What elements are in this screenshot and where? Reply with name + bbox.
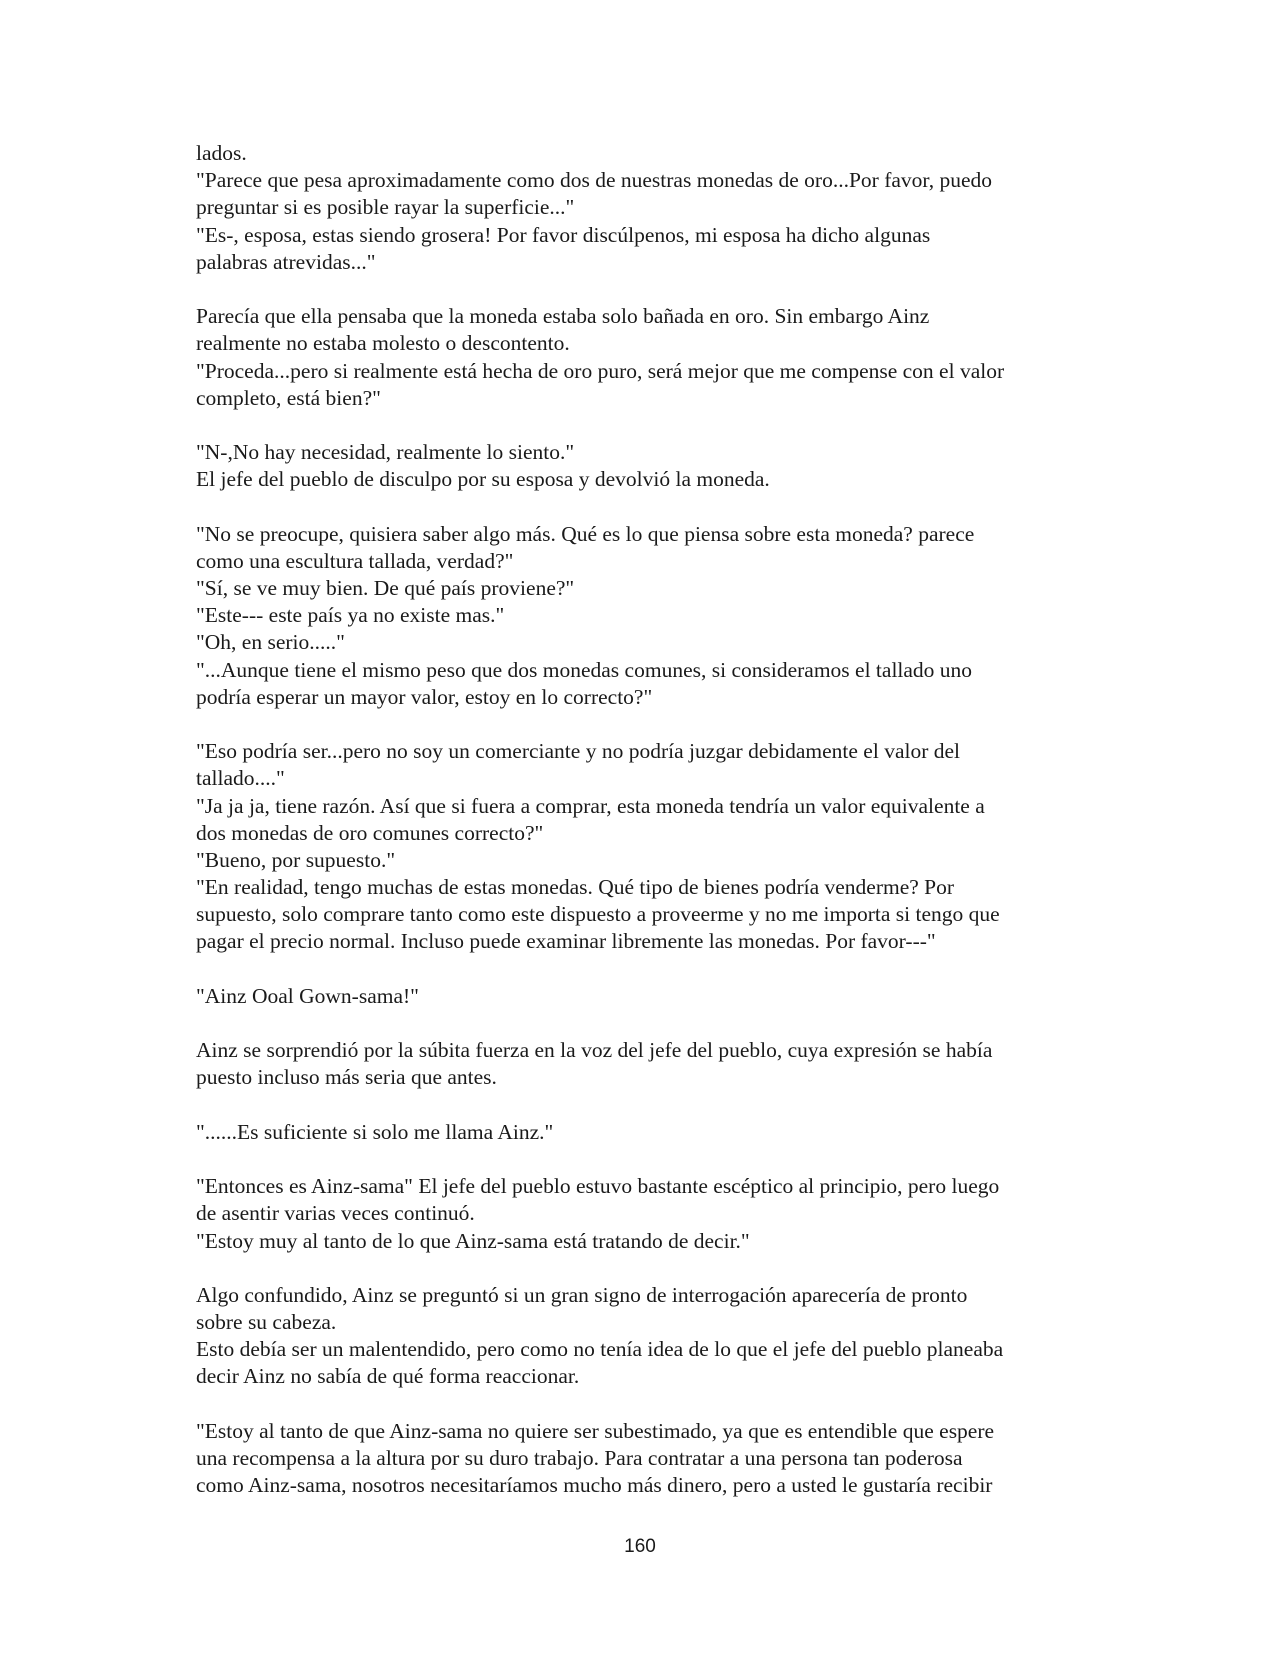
text-line: "Proceda...pero si realmente está hecha de oro puro, será mejor que me compense con el valor xyxy=(196,358,1005,383)
text-line: dos monedas de oro comunes correcto?" xyxy=(196,820,544,845)
text-line: "No se preocupe, quisiera saber algo más. Qué es lo que piensa sobre esta moneda? parece xyxy=(196,521,975,546)
paragraph-gap xyxy=(196,1146,1096,1173)
text-line: "Estoy al tanto de que Ainz-sama no quiere ser subestimado, ya que es entendible que espere xyxy=(196,1418,995,1443)
page-number: 160 xyxy=(624,1536,656,1557)
text-line: "Sí, se ve muy bien. De qué país proviene?" xyxy=(196,576,575,600)
text-line: preguntar si es posible rayar la superficie..." xyxy=(196,195,575,220)
text-line: "Bueno, por supuesto." xyxy=(196,847,396,872)
text-line: "Ja ja ja, tiene razón. Así que si fuera a comprar, esta moneda tendría un valor equivalente a xyxy=(196,793,985,818)
text-line: puesto incluso más seria que antes. xyxy=(196,1065,497,1090)
text-line: completo, está bien?" xyxy=(196,385,381,410)
text-line: "......Es suficiente si solo me llama Ainz." xyxy=(196,1119,554,1144)
text-line: "...Aunque tiene el mismo peso que dos monedas comunes, si consideramos el tallado uno xyxy=(196,657,973,682)
text-line: Esto debía ser un malentendido, pero como no tenía idea de lo que el jefe del pueblo planeaba xyxy=(196,1337,1004,1362)
text-line: sobre su cabeza. xyxy=(196,1310,337,1335)
paragraph-gap xyxy=(196,1092,1096,1119)
text-line: "Parece que pesa aproximadamente como dos de nuestras monedas de oro...Por favor, puedo xyxy=(196,168,992,193)
text-line: de asentir varias veces continuó. xyxy=(196,1201,475,1226)
text-line: supuesto, solo comprare tanto como este dispuesto a proveerme y no me importa si tengo que xyxy=(196,902,1000,927)
text-line: "Ainz Ooal Gown-sama!" xyxy=(196,983,419,1008)
text-line: "Entonces es Ainz-sama" El jefe del pueblo estuvo bastante escéptico al principio, pero luego xyxy=(196,1174,1000,1199)
text-line: lados. xyxy=(196,141,247,165)
text-line: "Eso podría ser...pero no soy un comerciante y no podría juzgar debidamente el valor del xyxy=(196,739,961,764)
text-line: realmente no estaba molesto o descontento. xyxy=(196,331,570,356)
paragraph-gap xyxy=(196,711,1096,738)
paragraph-gap xyxy=(196,1391,1096,1418)
text-line: Ainz se sorprendió por la súbita fuerza en la voz del jefe del pueblo, cuya expresión se había xyxy=(196,1038,993,1063)
paragraph-gap xyxy=(196,956,1096,983)
paragraph-gap xyxy=(196,276,1096,303)
text-line: "Es-, esposa, estas siendo grosera! Por favor discúlpenos, mi esposa ha dicho algunas xyxy=(196,222,931,247)
text-line: tallado...." xyxy=(196,766,285,791)
text-line: "N-,No hay necesidad, realmente lo siento." xyxy=(196,440,575,465)
text-line: Algo confundido, Ainz se preguntó si un gran signo de interrogación aparecería de pronto xyxy=(196,1282,968,1307)
text-line: decir Ainz no sabía de qué forma reaccionar. xyxy=(196,1364,580,1389)
text-line: como una escultura tallada, verdad?" xyxy=(196,548,514,573)
paragraph-gap xyxy=(196,1255,1096,1282)
body-text xyxy=(196,140,1096,1499)
text-line: "Oh, en serio....." xyxy=(196,630,345,655)
text-line: pagar el precio normal. Incluso puede examinar libremente las monedas. Por favor---" xyxy=(196,929,936,954)
paragraph-gap xyxy=(196,1010,1096,1037)
text-line: "Estoy muy al tanto de lo que Ainz-sama está tratando de decir." xyxy=(196,1228,750,1253)
text-line: como Ainz-sama, nosotros necesitaríamos mucho más dinero, pero a usted le gustaría recibir xyxy=(196,1473,993,1498)
text-line: palabras atrevidas..." xyxy=(196,249,376,274)
text-line: podría esperar un mayor valor, estoy en lo correcto?" xyxy=(196,684,653,709)
text-line: "En realidad, tengo muchas de estas monedas. Qué tipo de bienes podría venderme? Por xyxy=(196,875,955,900)
text-line: "Este--- este país ya no existe mas." xyxy=(196,603,505,628)
paragraph-gap xyxy=(196,493,1096,520)
text-line: Parecía que ella pensaba que la moneda estaba solo bañada en oro. Sin embargo Ainz xyxy=(196,304,930,329)
paragraph-gap xyxy=(196,412,1096,439)
text-line: El jefe del pueblo de disculpo por su esposa y devolvió la moneda. xyxy=(196,467,770,492)
text-line: una recompensa a la altura por su duro trabajo. Para contratar a una persona tan poderosa xyxy=(196,1446,963,1470)
